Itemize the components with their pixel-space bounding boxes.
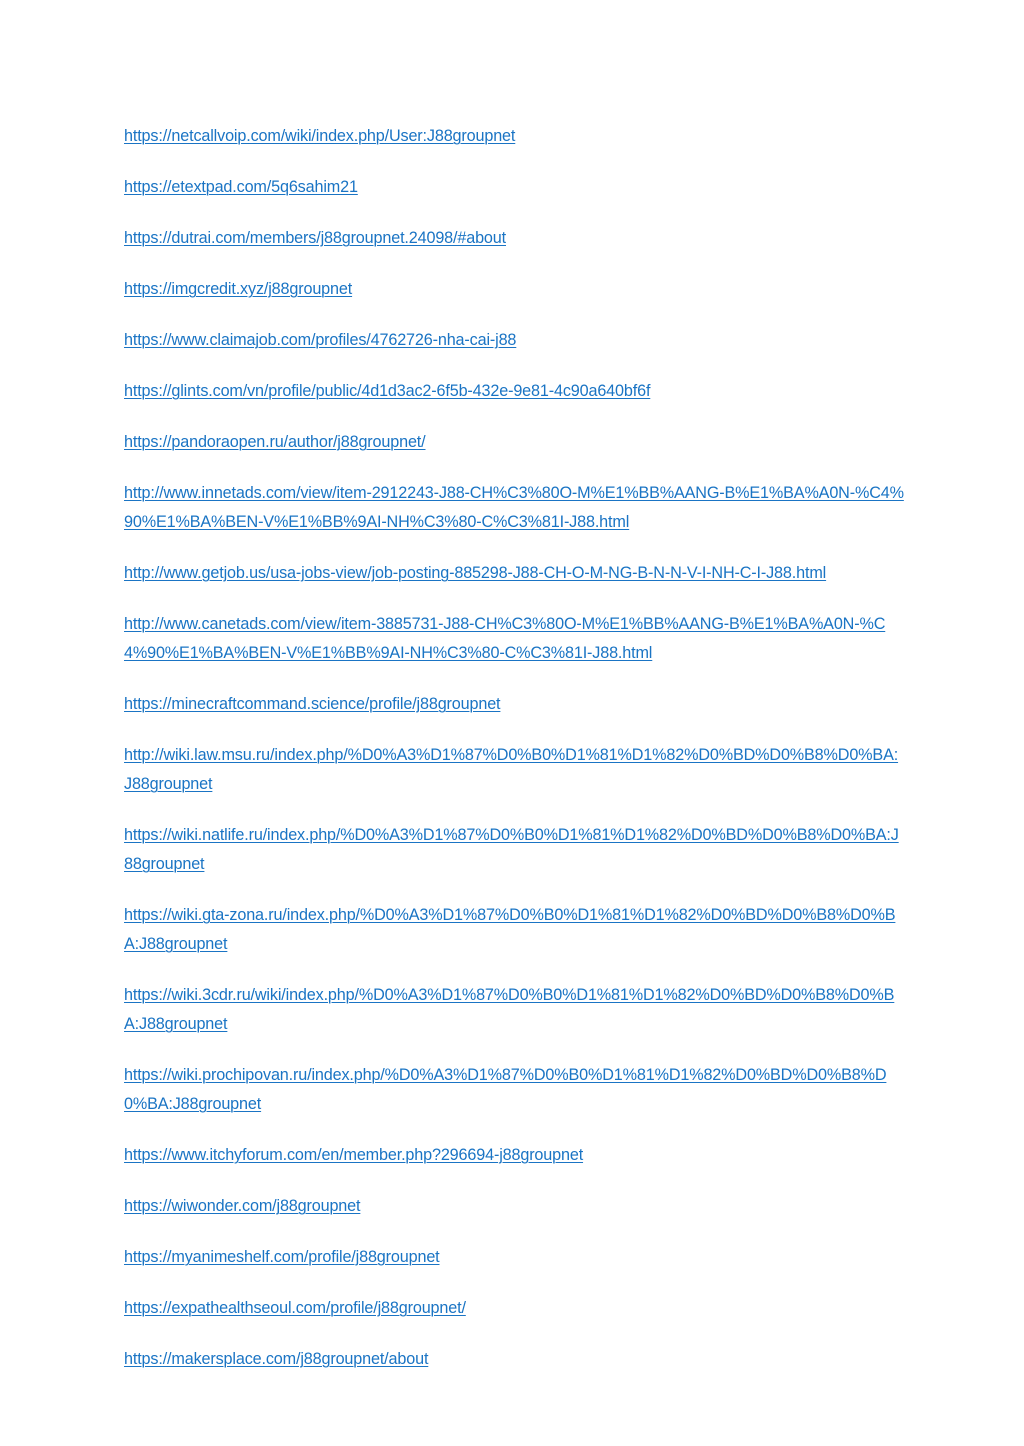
url-link[interactable]: https://wiki.natlife.ru/index.php/%D0%A3%D1%87%D0%B0%D1%81%D1%82%D0%BD%D0%B8%D0%BA:J88groupnet	[124, 826, 899, 873]
list-item	[124, 377, 904, 406]
list-item	[124, 1061, 904, 1119]
url-link[interactable]: http://www.canetads.com/view/item-3885731-J88-CH%C3%80O-M%E1%BB%AANG-B%E1%BA%A0N-%C4%90%E1%BA%BEN-V%E1%BB%9AI-NH%C3%80-C%C3%81I-J88.html	[124, 615, 886, 662]
url-link[interactable]: https://www.itchyforum.com/en/member.php?296694-j88groupnet	[124, 1146, 584, 1164]
list-item	[124, 479, 904, 537]
url-link[interactable]: https://wiki.gta-zona.ru/index.php/%D0%A3%D1%87%D0%B0%D1%81%D1%82%D0%BD%D0%B8%D0%BA:J88groupnet	[124, 906, 896, 953]
list-item	[124, 1192, 904, 1221]
url-link[interactable]: https://netcallvoip.com/wiki/index.php/User:J88groupnet	[124, 127, 516, 145]
list-item	[124, 1243, 904, 1272]
list-item	[124, 275, 904, 304]
list-item	[124, 741, 904, 799]
url-link[interactable]: https://etextpad.com/5q6sahim21	[124, 178, 358, 196]
list-item	[124, 224, 904, 253]
list-item	[124, 173, 904, 202]
link-list	[124, 122, 904, 1396]
url-link[interactable]: https://wiki.3cdr.ru/wiki/index.php/%D0%A3%D1%87%D0%B0%D1%81%D1%82%D0%BD%D0%B8%D0%BA:J88groupnet	[124, 986, 895, 1033]
list-item	[124, 326, 904, 355]
url-link[interactable]: https://minecraftcommand.science/profile/j88groupnet	[124, 695, 501, 713]
url-link[interactable]: http://wiki.law.msu.ru/index.php/%D0%A3%D1%87%D0%B0%D1%81%D1%82%D0%BD%D0%B8%D0%BA:J88groupnet	[124, 746, 899, 793]
list-item	[124, 690, 904, 719]
url-link[interactable]: https://myanimeshelf.com/profile/j88groupnet	[124, 1248, 440, 1266]
list-item	[124, 1345, 904, 1374]
url-link[interactable]: https://dutrai.com/members/j88groupnet.24098/#about	[124, 229, 506, 247]
url-link[interactable]: https://wiwonder.com/j88groupnet	[124, 1197, 361, 1215]
url-link[interactable]: https://www.claimajob.com/profiles/4762726-nha-cai-j88	[124, 331, 517, 349]
list-item	[124, 428, 904, 457]
url-link[interactable]: https://makersplace.com/j88groupnet/about	[124, 1350, 429, 1368]
url-link[interactable]: https://imgcredit.xyz/j88groupnet	[124, 280, 353, 298]
url-link[interactable]: https://pandoraopen.ru/author/j88groupnet/	[124, 433, 426, 451]
list-item	[124, 559, 904, 588]
url-link[interactable]: http://www.innetads.com/view/item-2912243-J88-CH%C3%80O-M%E1%BB%AANG-B%E1%BA%A0N-%C4%90%E1%BA%BEN-V%E1%BB%9AI-NH%C3%80-C%C3%81I-J88.html	[124, 484, 904, 531]
list-item	[124, 1141, 904, 1170]
url-link[interactable]: https://wiki.prochipovan.ru/index.php/%D0%A3%D1%87%D0%B0%D1%81%D1%82%D0%BD%D0%B8%D0%BA:J88groupnet	[124, 1066, 887, 1113]
list-item	[124, 610, 904, 668]
list-item	[124, 901, 904, 959]
list-item	[124, 1294, 904, 1323]
list-item	[124, 122, 904, 151]
url-link[interactable]: https://glints.com/vn/profile/public/4d1d3ac2-6f5b-432e-9e81-4c90a640bf6f	[124, 382, 651, 400]
url-link[interactable]: http://www.getjob.us/usa-jobs-view/job-posting-885298-J88-CH-O-M-NG-B-N-N-V-I-NH-C-I-J88.html	[124, 564, 827, 582]
list-item	[124, 821, 904, 879]
list-item	[124, 981, 904, 1039]
url-link[interactable]: https://expathealthseoul.com/profile/j88groupnet/	[124, 1299, 466, 1317]
